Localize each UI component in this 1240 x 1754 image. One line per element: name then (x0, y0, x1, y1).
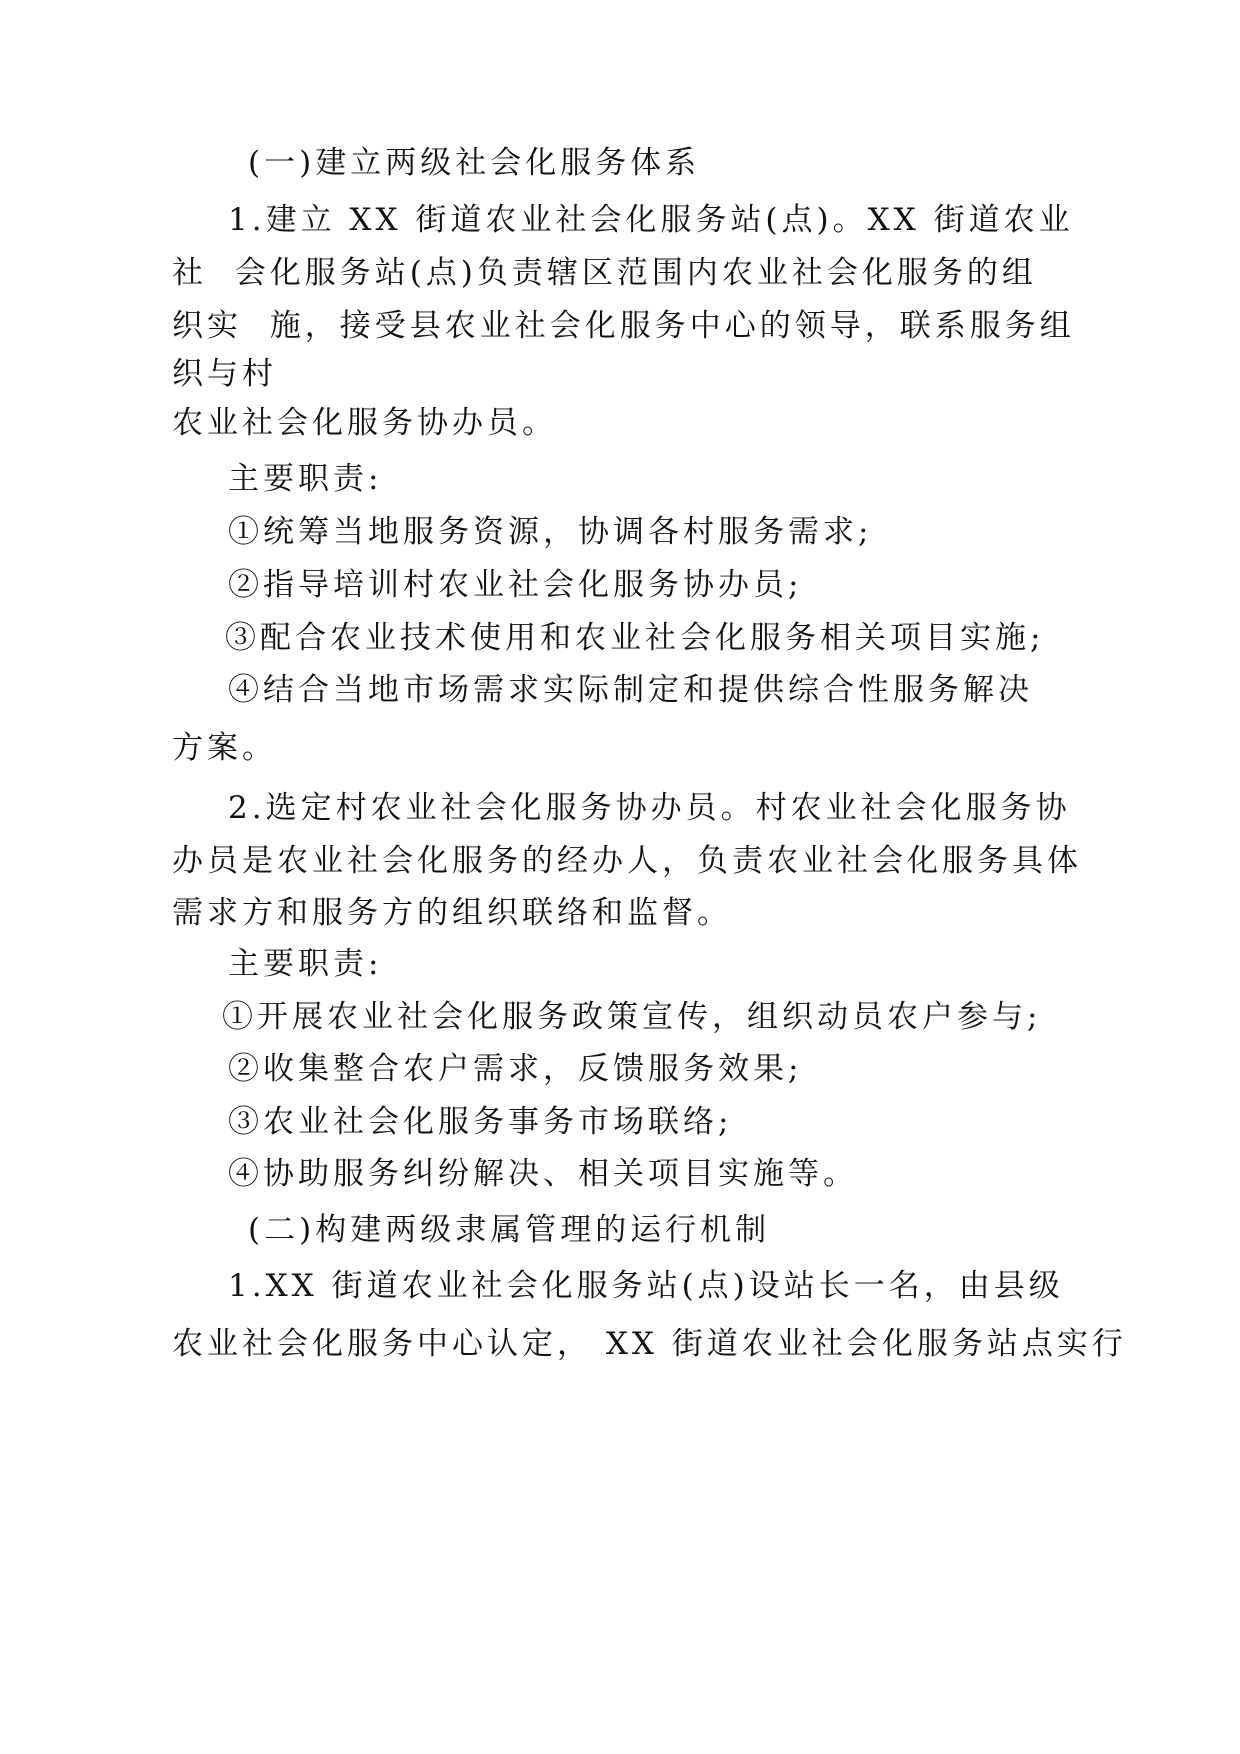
paragraph-line: 织实 施，接受县农业社会化服务中心的领导，联系服务组 (172, 308, 1075, 344)
section-heading-1: (一)建立两级社会化服务体系 (248, 145, 701, 181)
duties-label: 主要职责: (228, 461, 383, 497)
list-item: ③配合农业技术使用和农业社会化服务相关项目实施; (225, 620, 1045, 656)
list-item: ②指导培训村农业社会化服务协办员; (228, 567, 803, 603)
paragraph-line: 农业社会化服务协办员。 (172, 405, 557, 441)
list-item: ②收集整合农户需求，反馈服务效果; (228, 1051, 803, 1087)
list-item: ④协助服务纠纷解决、相关项目实施等。 (228, 1156, 858, 1192)
paragraph-line: 需求方和服务方的组织联络和监督。 (172, 895, 732, 931)
list-item: ①统筹当地服务资源，协调各村服务需求; (228, 514, 873, 550)
list-item: ④结合当地市场需求实际制定和提供综合性服务解决 (228, 672, 1033, 708)
list-item: ①开展农业社会化服务政策宣传，组织动员农户参与; (222, 999, 1042, 1035)
paragraph-line: 1.XX 街道农业社会化服务站(点)设站长一名，由县级 (228, 1268, 1064, 1304)
paragraph-line: 农业社会化服务中心认定， XX 街道农业社会化服务站点实行 (172, 1326, 1127, 1362)
paragraph-line: 办员是农业社会化服务的经办人，负责农业社会化服务具体 (172, 843, 1082, 879)
paragraph-line: 社 会化服务站(点)负责辖区范围内农业社会化服务的组 (172, 255, 1037, 291)
section-heading-2: (二)构建两级隶属管理的运行机制 (248, 1212, 771, 1248)
paragraph-line: 1.建立 XX 街道农业社会化服务站(点)。XX 街道农业 (228, 202, 1074, 238)
paragraph-line: 织与村 (172, 356, 277, 392)
paragraph-line: 方案。 (172, 730, 277, 766)
paragraph-line: 2.选定村农业社会化服务协办员。村农业社会化服务协 (228, 790, 1071, 826)
list-item: ③农业社会化服务事务市场联络; (228, 1104, 733, 1140)
duties-label: 主要职责: (228, 946, 383, 982)
